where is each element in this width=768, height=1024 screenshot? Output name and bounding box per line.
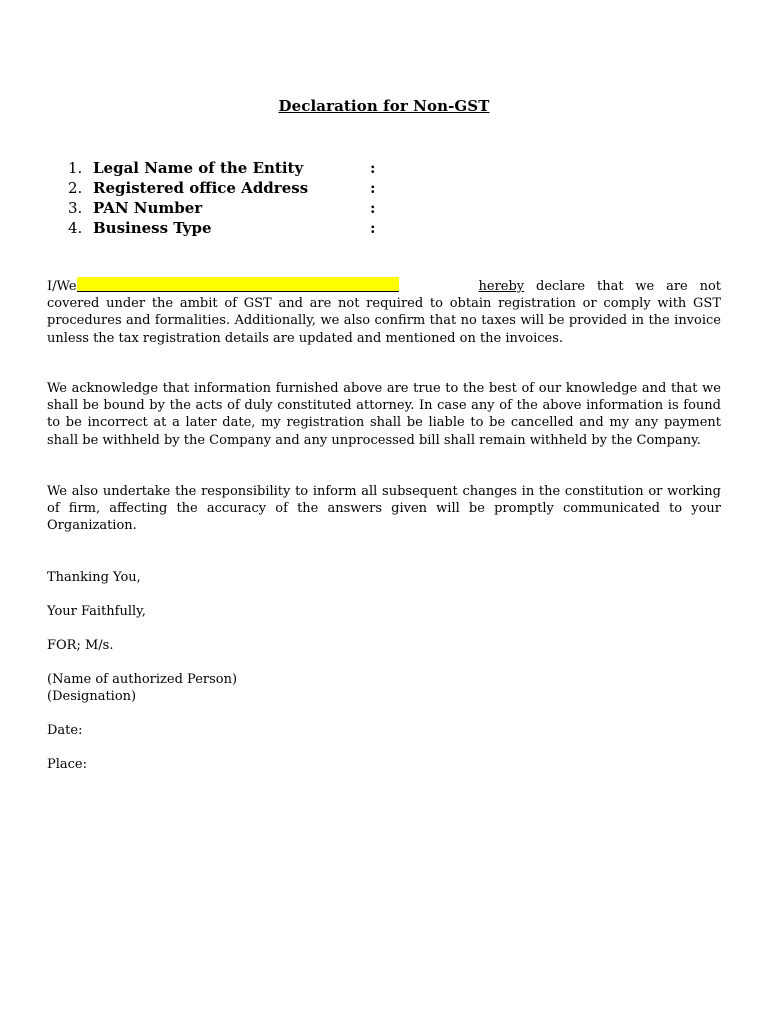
declaration-body: declare that we are not covered under the ambit of GST and are not required to obtain registration or comply with GST procedures and formalities. Additionally, we also confirm that no taxes will be provided in the invoice unless the tax registration details are updated and mentioned on the invoices.: [47, 279, 721, 346]
field-row-business-type: [68, 218, 428, 238]
field-row-pan-number: [68, 198, 428, 218]
declaration-paragraph: [47, 277, 721, 347]
document-title: Declaration for Non-GST: [278, 97, 490, 115]
designation-line: (Designation): [47, 689, 137, 704]
declarant-prefix: I/We: [47, 279, 77, 294]
field-colon: :: [370, 199, 376, 217]
declarant-name-blank[interactable]: [77, 277, 399, 292]
hereby-word: hereby: [478, 279, 525, 294]
field-colon: :: [370, 179, 376, 197]
field-row-legal-name: [68, 158, 428, 178]
field-row-office-address: [68, 178, 428, 198]
field-label-business-type: Business Type: [93, 219, 212, 237]
field-label-office-address: Registered office Address: [93, 179, 309, 197]
faithfully-line: Your Faithfully,: [47, 604, 146, 619]
field-label-pan-number: PAN Number: [93, 199, 203, 217]
field-colon: :: [370, 219, 376, 237]
place-line: Place:: [47, 757, 88, 772]
field-number: 2.: [68, 179, 83, 197]
field-list: [68, 158, 428, 238]
field-colon: :: [370, 159, 376, 177]
authorized-person-line: (Name of authorized Person): [47, 672, 238, 687]
undertaking-paragraph: We also undertake the responsibility to inform all subsequent changes in the constitution or working of firm, affecting the accuracy of the answers given will be promptly communicated to your Organization.: [47, 484, 721, 534]
thanking-line: Thanking You,: [47, 570, 141, 585]
field-number: 3.: [68, 199, 83, 217]
field-number: 4.: [68, 219, 83, 237]
field-label-legal-name: Legal Name of the Entity: [93, 159, 304, 177]
date-line: Date:: [47, 723, 83, 738]
for-company-line: FOR; M/s.: [47, 638, 114, 653]
acknowledgement-paragraph: We acknowledge that information furnished above are true to the best of our knowledge and that we shall be bound by the acts of duly constituted attorney. In case any of the above information is found to be incorrect at a later date, my registration shall be liable to be cancelled and my any payment shall be withheld by the Company and any unprocessed bill shall remain withheld by the Company.: [47, 381, 721, 448]
field-number: 1.: [68, 159, 83, 177]
